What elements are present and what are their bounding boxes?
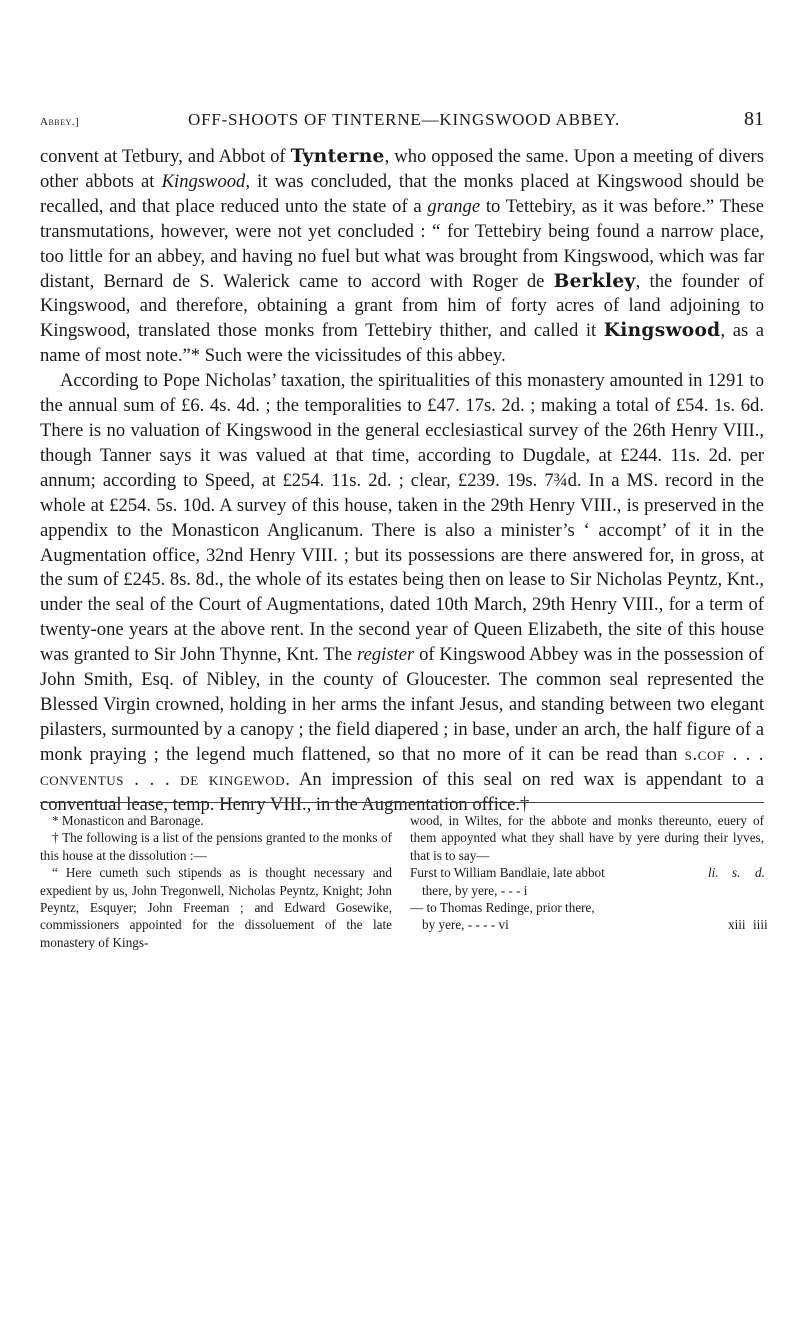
text-run: , as a name of most note.”* Such were the vicissitudes of this abbey. (40, 320, 765, 367)
pension-prior-label: — to Thomas Redinge, prior there, (410, 900, 595, 915)
italic-register: register (357, 644, 415, 666)
main-text (40, 145, 764, 817)
footnote-column-right (410, 812, 768, 934)
pension-row-prior (410, 916, 768, 933)
text-run: An impression of this seal on red wax is appendant to a conventual lease, temp. Henry VIII., in the Augmentation office.† (40, 768, 765, 815)
footnote-quote: “ Here cumeth such stipends as is thought necessary and expedient by us, John Tregonwell, Nicholas Peyntz, Knight; John Peyntz, Esquyer; John Freeman ; and Edward Gosewike, commissioners appointed for the dissoluement of the late monastery of Kings- (40, 865, 392, 950)
footnote-continuation: wood, in Wiltes, for the abbote and monks thereunto, euery of them appoynted what they shall have by yere during their lyves, that is to say— (410, 813, 764, 863)
blackletter-tynterne: Tynterne (290, 146, 385, 167)
pension-row-heading (410, 864, 764, 881)
text-run: , the founder of Kingswood, and therefore, obtaining a grant from him of forty acres of land adjoining to Kingswood, translated those monks from Tettebiry thither, and called it (40, 270, 764, 342)
text-run: it was concluded, that the monks placed at Kingswood should be recalled, and that place reduced unto the state of a (40, 170, 764, 217)
book-page (40, 0, 768, 1332)
pension-abbot-amount: there, by yere, - - - i (422, 882, 528, 898)
pension-prior-amount: by yere, - - - - vi (422, 917, 509, 933)
italic-grange: grange (427, 195, 481, 217)
text-run: of Kingswood Abbey was in the possession of John Smith, Esq. of Nibley, in the county of Gloucester. The common seal represented the Blessed Virgin crowned, holding in her arms the infant Jesus, and standing between two elegant pilasters, surmounted by a canopy ; the field diapered ; in base, under an arch, the half figure of a monk praying ; the legend much flattened, so that no more of it can be read than (40, 644, 764, 765)
text-run: , who opposed the same. Upon a meeting of divers other abbots at (40, 146, 764, 192)
column-header-d: d. (755, 865, 765, 881)
italic-kingswood: Kingswood, (161, 170, 250, 192)
seal-legend: s.cof . . . conventus . . . de kingewod. (40, 743, 764, 790)
footnote-column-left (40, 812, 392, 951)
blackletter-kingswood: Kingswood (603, 320, 721, 342)
running-head-section: Abbey.] (40, 116, 80, 128)
blackletter-berkley: Berkley (553, 270, 636, 292)
paragraph-1 (40, 145, 764, 369)
pension-prior-shillings: xiii (728, 917, 746, 933)
text-run: convent at Tetbury, and Abbot of (40, 146, 291, 167)
column-header-li: li. (708, 865, 719, 881)
pension-prior-pence: iiii (753, 917, 768, 933)
running-head (40, 108, 768, 134)
pension-row-abbot (410, 882, 764, 899)
pension-abbot-label: Furst to William Bandlaie, late abbot (410, 865, 605, 881)
text-run: According to Pope Nicholas’ taxation, the spiritualities of this monastery amounted in 1291 to the annual sum of £6. 4s. 4d. ; the temporalities to £47. 17s. 2d. ; making a total of £54. 1s. 6d. There is no valuation of Kingswood in the general ecclesiastical survey of the 26th Henry VIII., though Tanner says it was valued at that time, according to Dugdale, at £244. 11s. 2d. per annum; according to Speed, at £254. 11s. 2d. ; clear, £239. 19s. 7¾d. In a MS. record in the whole at £254. 5s. 10d. A survey of this house, taken in the 29th Henry VIII., is preserved in the appendix to the Monasticon Anglicanum. There is also a minister’s ‘ accompt’ of it in the Augmentation office, 32nd Henry VIII. ; but its possessions are there answered for, in gross, at the sum of £245. 8s. 8d., the whole of its estates being then on lease to Sir Nicholas Peyntz, Knt., under the seal of the Court of Augmentations, dated 10th March, 29th Henry VIII., for a term of twenty-one years at the above rent. In the second year of Queen Elizabeth, the site of this house was granted to Sir John Thynne, Knt. The (40, 370, 764, 666)
page-number: 81 (744, 108, 764, 130)
footnote-1: * Monasticon and Baronage. (52, 813, 204, 828)
running-head-title: OFF-SHOOTS OF TINTERNE—KINGSWOOD ABBEY. (188, 110, 620, 129)
text-run: to Tettebiry, as it was before.” These transmutations, however, were not yet concluded : “ for Tettebiry being found a narrow place, too little for an abbey, and having no fuel but what was brought from Kingswood, which was far distant, Bernard de S. Walerick came to accord with Roger de (40, 195, 764, 292)
footnote-rule (40, 802, 764, 803)
pension-row-prior-label (410, 899, 764, 916)
footnote-2: † The following is a list of the pensions granted to the monks of this house at the dissolution :— (40, 830, 392, 863)
column-header-s: s. (732, 865, 741, 881)
paragraph-2 (40, 369, 764, 817)
